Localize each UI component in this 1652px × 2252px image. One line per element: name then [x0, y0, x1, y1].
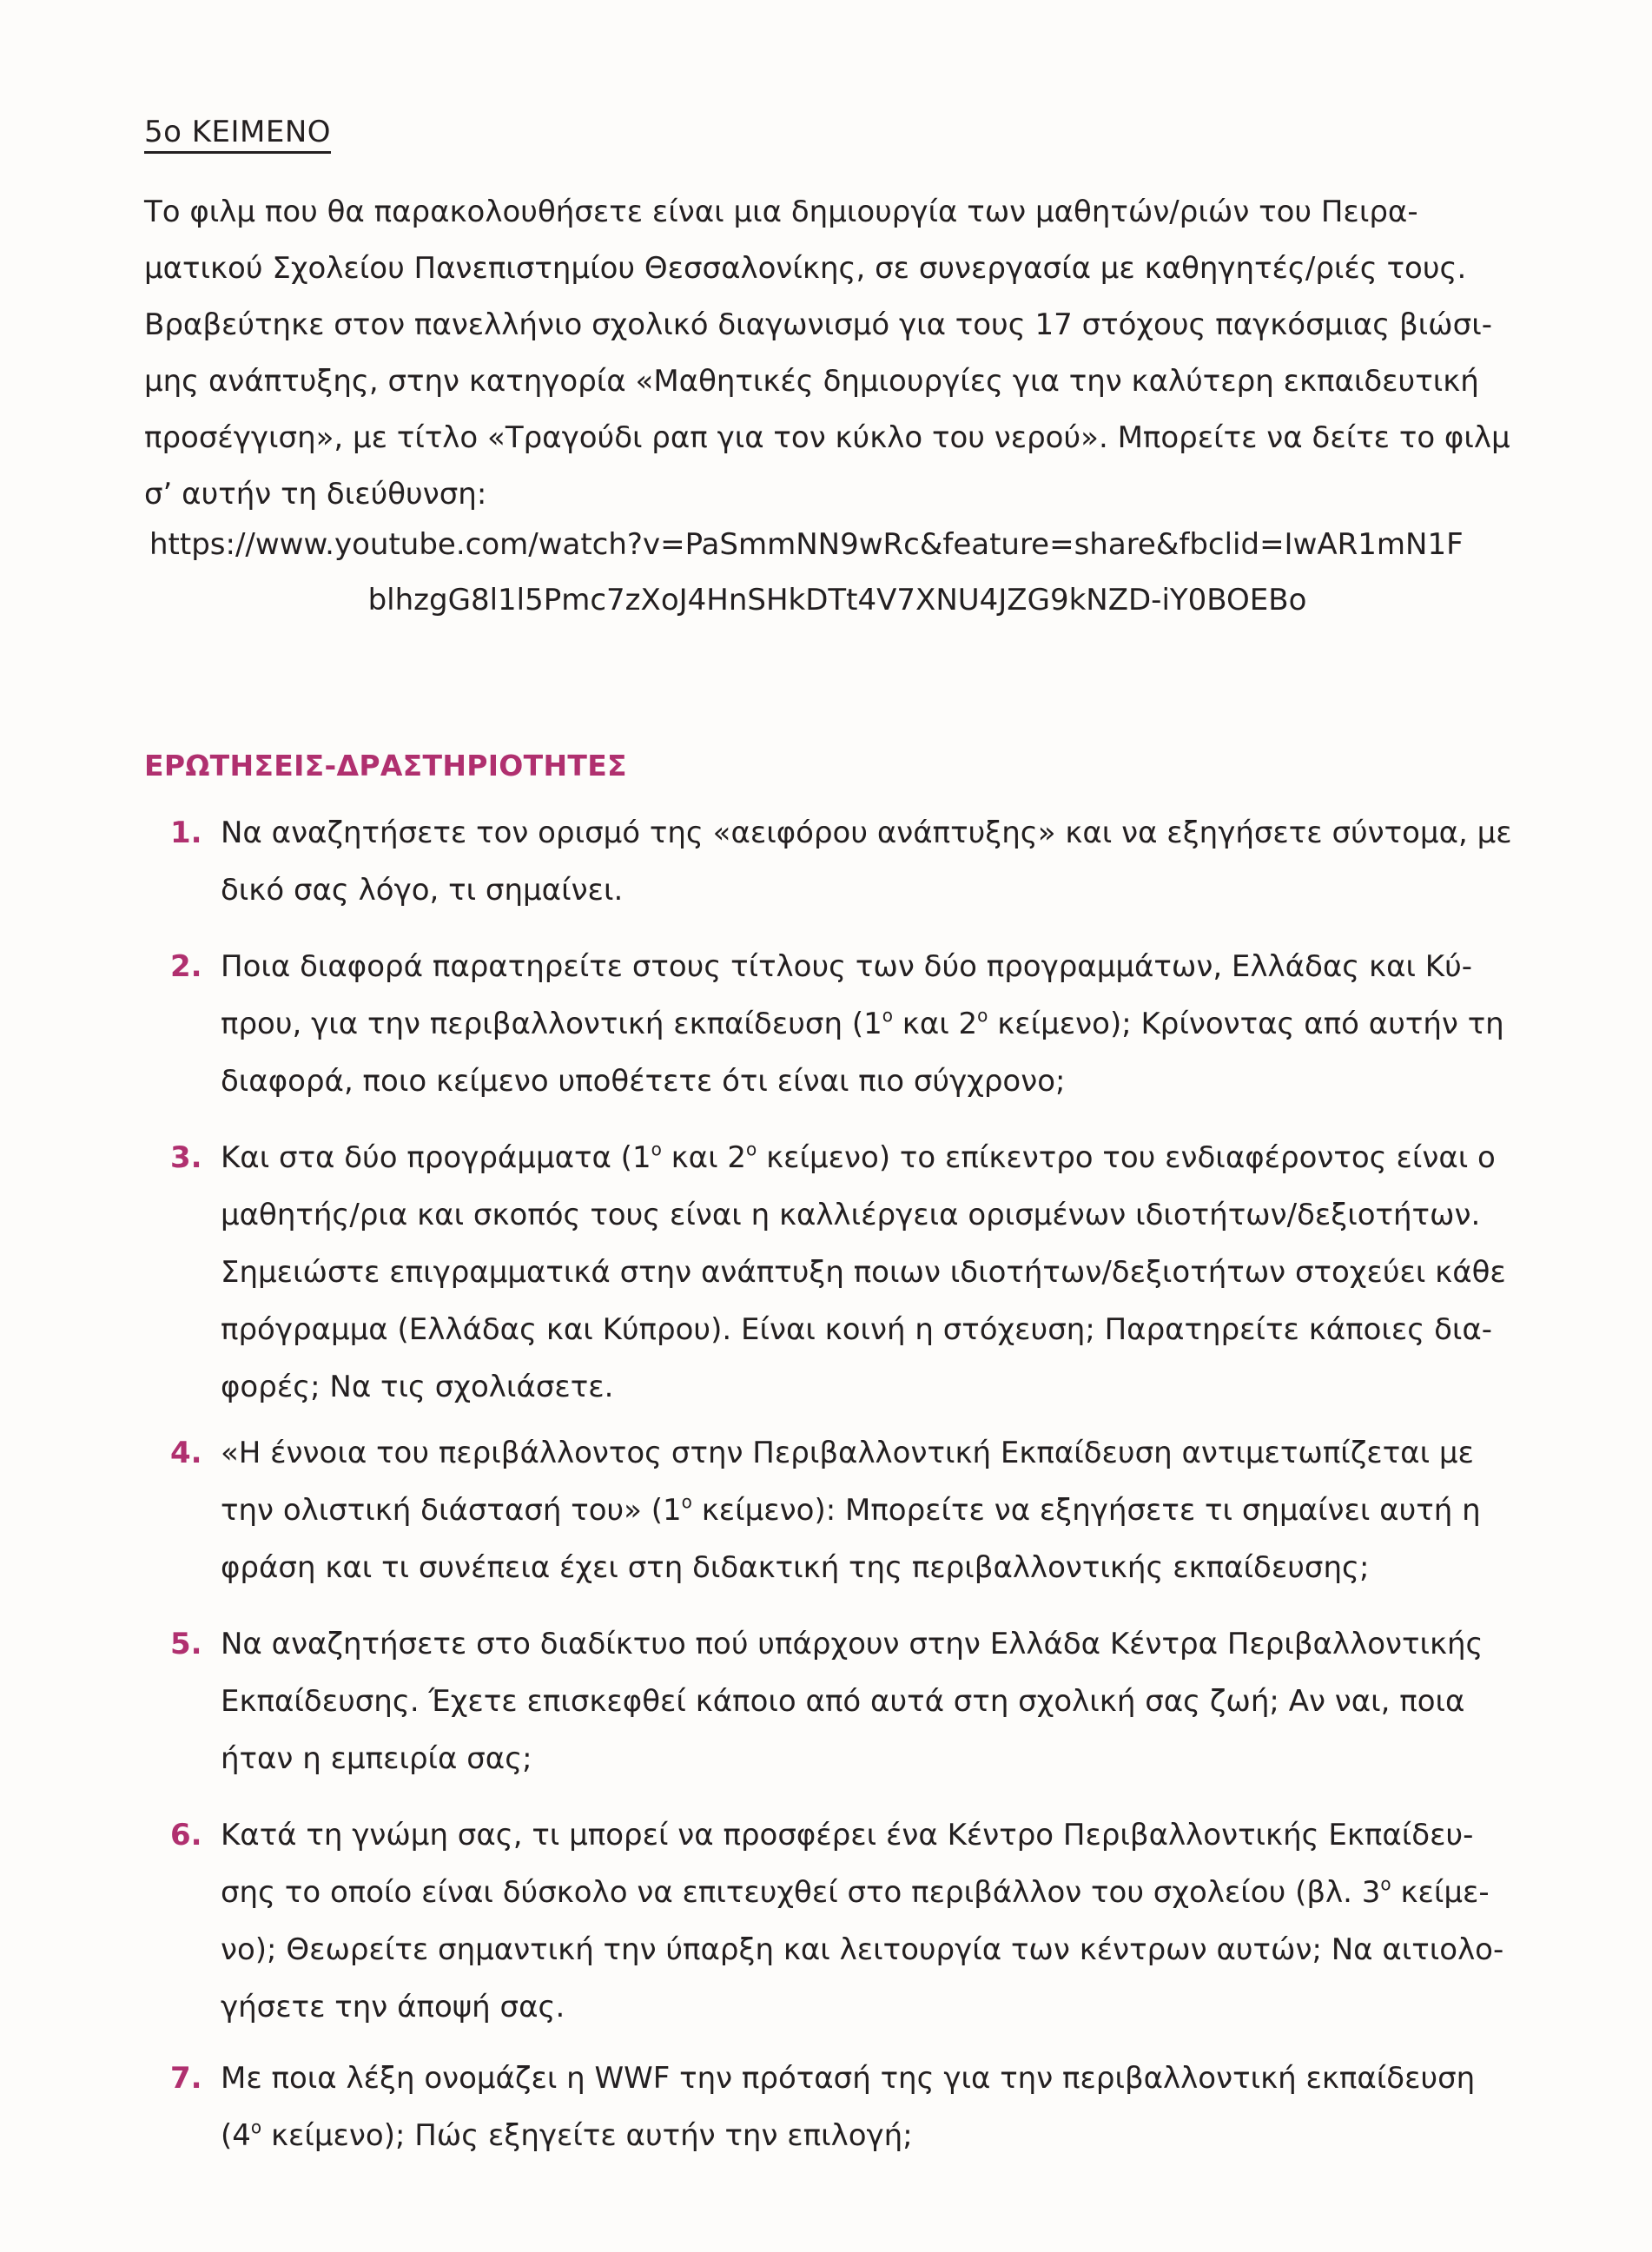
question-line: διαφορά, ποιο κείμενο υποθέτετε ότι είναι πιο σύγχρονο;: [221, 1064, 1066, 1099]
url-line: https://www.youtube.com/watch?v=PaSmmNN9wRc&feature=share&fbclid=IwAR1mN1F: [149, 527, 1464, 562]
question-text: [221, 1806, 1534, 2036]
question-line: γήσετε την άποψή σας.: [221, 1990, 565, 2024]
question-text: [221, 938, 1534, 1110]
question-line: μαθητής/ρια και σκοπός τους είναι η καλλιέργεια ορισμένων ιδιοτήτων/δεξιοτήτων.: [221, 1198, 1481, 1232]
question-line: πρόγραμμα (Ελλάδας και Κύπρου). Είναι κοινή η στόχευση; Παρατηρείτε κάποιες δια-: [221, 1312, 1493, 1347]
question-line: Και στα δύο προγράμματα ($1^o$ και $2^o$ κείμενο) το επίκεντρο του ενδιαφέροντος είναι ο: [221, 1139, 1496, 1175]
question-number: 6.: [170, 1818, 202, 1852]
question-line: ήταν η εμπειρία σας;: [221, 1741, 532, 1776]
question-line: φράση και τι συνέπεια έχει στη διδακτική της περιβαλλοντικής εκπαίδευσης;: [221, 1550, 1370, 1585]
question-text: [221, 804, 1534, 919]
question-line: την ολιστική διάστασή του» ($1^o$ κείμενο): Μπορείτε να εξηγήσετε τι σημαίνει αυτή η: [221, 1491, 1481, 1528]
question-text: [221, 1424, 1534, 1596]
question-line: πρου, για την περιβαλλοντική εκπαίδευση ($1^o$ και $2^o$ κείμενο); Κρίνοντας από αυτήν τη: [221, 1005, 1504, 1041]
question-text: [221, 1615, 1534, 1787]
question-number: 3.: [170, 1140, 202, 1175]
question-line: Με ποια λέξη ονομάζει η WWF την πρότασή της για την περιβαλλοντική εκπαίδευση: [221, 2061, 1476, 2096]
question-number: 4.: [170, 1436, 202, 1470]
intro-line: Βραβεύτηκε στον πανελλήνιο σχολικό διαγωνισμό για τους 17 στόχους παγκόσμιας βιώσι-: [144, 307, 1492, 342]
video-url: [144, 517, 1530, 628]
intro-paragraph: [144, 184, 1530, 523]
intro-line: ματικού Σχολείου Πανεπιστημίου Θεσσαλονίκης, σε συνεργασία με καθηγητές/ριές τους.: [144, 251, 1467, 286]
question-text: [221, 2050, 1534, 2164]
question-line: δικό σας λόγο, τι σημαίνει.: [221, 873, 624, 908]
question-line: Ποια διαφορά παρατηρείτε στους τίτλους των δύο προγραμμάτων, Ελλάδας και Κύ-: [221, 949, 1473, 984]
question-line: σης το οποίο είναι δύσκολο να επιτευχθεί στο περιβάλλον του σχολείου (βλ. $3^o$ κείμε-: [221, 1873, 1490, 1910]
question-line: Σημειώστε επιγραμματικά στην ανάπτυξη ποιων ιδιοτήτων/δεξιοτήτων στοχεύει κάθε: [221, 1255, 1506, 1290]
question-line: Να αναζητήσετε στο διαδίκτυο πού υπάρχουν στην Ελλάδα Κέντρα Περιβαλλοντικής: [221, 1627, 1483, 1661]
question-number: 2.: [170, 949, 202, 984]
question-text: [221, 1129, 1534, 1416]
question-number: 5.: [170, 1627, 202, 1661]
question-line: φορές; Να τις σχολιάσετε.: [221, 1370, 614, 1404]
questions-heading: ΕΡΩΤΗΣΕΙΣ-ΔΡΑΣΤΗΡΙΟΤΗΤΕΣ: [144, 749, 627, 783]
question-line: Εκπαίδευσης. Έχετε επισκεφθεί κάποιο από αυτά στη σχολική σας ζωή; Αν ναι, ποια: [221, 1684, 1465, 1719]
intro-line: σ’ αυτήν τη διεύθυνση:: [144, 477, 487, 512]
question-number: 1.: [170, 816, 202, 850]
question-number: 7.: [170, 2061, 202, 2096]
question-line: Να αναζητήσετε τον ορισμό της «αειφόρου ανάπτυξης» και να εξηγήσετε σύντομα, με: [221, 816, 1512, 850]
intro-line: προσέγγιση», με τίτλο «Τραγούδι ραπ για τον κύκλο του νερού». Μπορείτε να δείτε το φιλμ: [144, 420, 1510, 455]
question-line: νο); Θεωρείτε σημαντική την ύπαρξη και λειτουργία των κέντρων αυτών; Να αιτιολο-: [221, 1932, 1504, 1967]
question-line: ($4^o$ κείμενο); Πώς εξηγείτε αυτήν την επιλογή;: [221, 2117, 913, 2153]
url-line: blhzgG8l1l5Pmc7zXoJ4HnSHkDTt4V7XNU4JZG9kNZD-iY0BOEBo: [367, 583, 1307, 617]
section-title: 5ο ΚΕΙΜΕΝΟ: [144, 115, 331, 154]
question-line: Κατά τη γνώμη σας, τι μπορεί να προσφέρει ένα Κέντρο Περιβαλλοντικής Εκπαίδευ-: [221, 1818, 1474, 1852]
intro-line: μης ανάπτυξης, στην κατηγορία «Μαθητικές δημιουργίες για την καλύτερη εκπαιδευτική: [144, 364, 1479, 399]
question-line: «Η έννοια του περιβάλλοντος στην Περιβαλλοντική Εκπαίδευση αντιμετωπίζεται με: [221, 1436, 1474, 1470]
intro-line: Το φιλμ που θα παρακολουθήσετε είναι μια δημιουργία των μαθητών/ριών του Πειρα-: [144, 195, 1418, 229]
